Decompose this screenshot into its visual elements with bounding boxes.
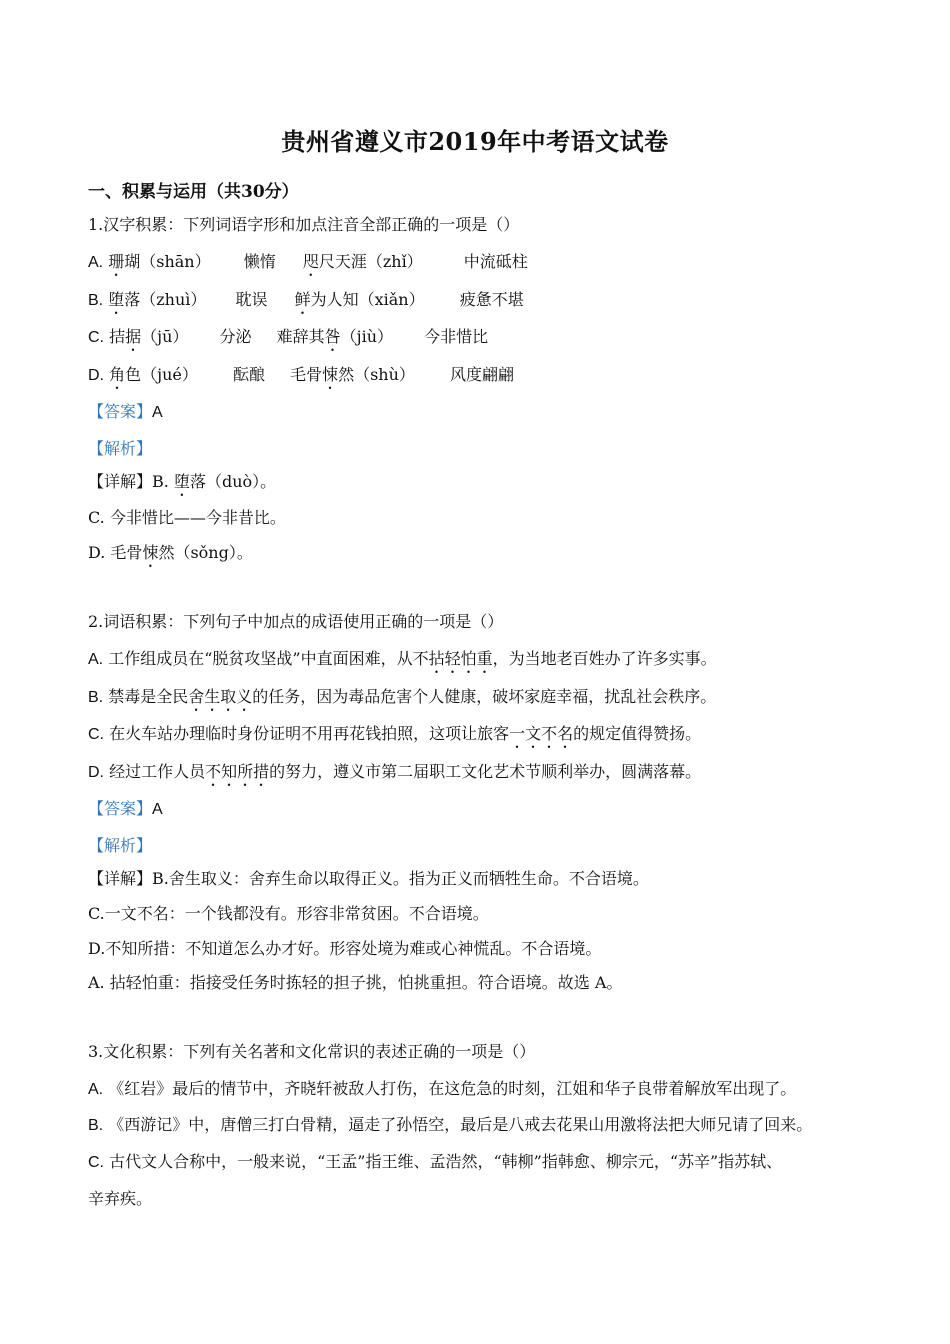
q1-detail-2: C. 今非惜比——今非昔比。 (88, 508, 286, 527)
page-title: 贵州省遵义市2019年中考语文试卷 (281, 127, 669, 156)
dotted-char: 珊 (108, 252, 125, 271)
detail-tag: 【详解】 (88, 869, 153, 888)
q3-option-a (88, 1078, 890, 1101)
dotted-idiom: 舍生取义 (188, 687, 253, 706)
word: 疲惫不堪 (459, 290, 524, 309)
dotted-char: 堕 (173, 472, 190, 491)
dotted-char: 堕 (108, 290, 125, 309)
detail-text: 落（duò）。 (189, 472, 277, 491)
q2-option-a (88, 648, 890, 677)
q1-stem: 1.汉字积累：下列词语字形和加点注音全部正确的一项是（） (88, 215, 520, 234)
word: （jū） (141, 327, 189, 346)
q2-answer (88, 798, 890, 821)
q2-detail-4: A. 拈轻怕重：指接受任务时拣轻的担子挑，怕挑重担。符合语境。故选 A。 (88, 973, 623, 992)
word: 酝酿 (232, 365, 265, 384)
sentence-text: ，为当地老百姓办了许多实事。 (492, 649, 717, 668)
dotted-char: 据 (125, 327, 142, 346)
word: 瑚（shān） (124, 252, 211, 271)
option-label: A. (88, 1081, 104, 1098)
dotted-idiom: 一文不名 (509, 724, 574, 743)
q3-option-c-continued: 辛弃疾。 (88, 1189, 153, 1208)
section-heading: 一、积累与运用（共30分） (88, 182, 299, 202)
sentence-text: 在火车站办理临时身份证明不用再花钱拍照，这项让旅客 (109, 724, 510, 743)
sentence-text: 的努力，遵义市第二届职工文化艺术节顺利举办，圆满落幕。 (269, 762, 702, 781)
q1-detail-1 (88, 471, 890, 500)
answer-tag: 【答案】 (88, 402, 153, 421)
q1-analysis-tag: 【解析】 (88, 439, 153, 458)
q3-option-c (88, 1151, 890, 1174)
q2-detail-1 (88, 868, 890, 890)
q2-option-b (88, 686, 890, 715)
q1-option-c (88, 326, 890, 355)
word: 风度翩翩 (450, 365, 515, 384)
sentence-text: 的任务，因为毒品危害个人健康，破坏家庭幸福，扰乱社会秩序。 (252, 687, 717, 706)
option-label: B. (88, 1117, 104, 1134)
sentence-text: 经过工作人员 (109, 762, 206, 781)
q1-answer (88, 401, 890, 424)
q3-stem: 3.文化积累：下列有关名著和文化常识的表述正确的一项是（） (88, 1042, 536, 1061)
sentence-text: 工作组成员在“脱贫攻坚战”中直面困难，从不 (108, 649, 429, 668)
q2-analysis-tag: 【解析】 (88, 836, 153, 855)
word: 落（zhuì） (124, 290, 207, 309)
q2-option-c (88, 723, 890, 752)
word: 然（shù） (338, 365, 415, 384)
q2-detail-3: D.不知所措：不知道怎么办才好。形容处境为难或心神慌乱。不合语境。 (88, 939, 602, 958)
q3-option-b (88, 1114, 890, 1137)
word: 为人知（xiǎn） (310, 290, 425, 309)
sentence-text: 的规定值得赞扬。 (573, 724, 702, 743)
option-label: C. (88, 726, 104, 743)
word: 懒惰 (243, 252, 276, 271)
word: 难辞其 (276, 327, 325, 346)
q2-option-d (88, 761, 890, 790)
option-label: A. (88, 651, 104, 668)
word: 毛骨 (290, 365, 323, 384)
answer-value: A (152, 404, 163, 421)
dotted-idiom: 不知所措 (205, 762, 270, 781)
answer-value: A (152, 801, 163, 818)
word: 耽误 (235, 290, 268, 309)
option-label: A. (88, 254, 104, 271)
detail-tag: 【详解】 (88, 472, 153, 491)
dotted-char: 悚 (322, 365, 339, 384)
word: 分泌 (219, 327, 252, 346)
sentence-text: 《西游记》中，唐僧三打白骨精，逼走了孙悟空，最后是八戒去花果山用激将法把大师兄请了回来。 (108, 1115, 813, 1134)
word: 今非惜比 (424, 327, 489, 346)
sentence-text: 禁毒是全民 (108, 687, 189, 706)
dotted-char: 悚 (142, 543, 159, 562)
detail-text: D. 毛骨 (88, 543, 143, 562)
answer-tag: 【答案】 (88, 799, 153, 818)
word: 色（jué） (125, 365, 198, 384)
q1-option-d (88, 364, 890, 393)
word: 尺天涯（zhǐ） (318, 252, 423, 271)
dotted-char: 角 (109, 365, 126, 384)
q2-detail-2: C.一文不名：一个钱都没有。形容非常贫困。不合语境。 (88, 904, 489, 923)
sentence-text: 古代文人合称中，一般来说，“王孟”指王维、孟浩然，“韩柳”指韩愈、柳宗元，“苏辛”指苏轼、 (109, 1152, 783, 1171)
option-label: B. (88, 689, 104, 706)
detail-text: 然（sǒng）。 (158, 543, 253, 562)
q1-option-b (88, 289, 890, 318)
option-label: C. (88, 329, 104, 346)
sentence-text: 《红岩》最后的情节中，齐晓轩被敌人打伤，在这危急的时刻，江姐和华子良带着解放军出现了。 (108, 1079, 797, 1098)
dotted-char: 咎 (324, 327, 341, 346)
q1-option-a (88, 251, 890, 280)
dotted-char: 鲜 (294, 290, 311, 309)
q2-stem: 2.词语积累：下列句子中加点的成语使用正确的一项是（） (88, 612, 504, 631)
option-label: D. (88, 764, 104, 781)
q1-detail-3 (88, 542, 890, 571)
word: （jiù） (340, 327, 394, 346)
word: 拮 (109, 327, 126, 346)
dotted-idiom: 拈轻怕重 (428, 649, 493, 668)
option-label: C. (88, 1154, 104, 1171)
detail-text: B.舍生取义：舍弃生命以取得正义。指为正义而牺牲生命。不合语境。 (152, 869, 649, 888)
word: 中流砥柱 (463, 252, 528, 271)
option-label: B. (88, 292, 104, 309)
option-label: D. (88, 367, 104, 384)
dotted-char: 咫 (302, 252, 319, 271)
detail-text: B. (152, 472, 174, 491)
